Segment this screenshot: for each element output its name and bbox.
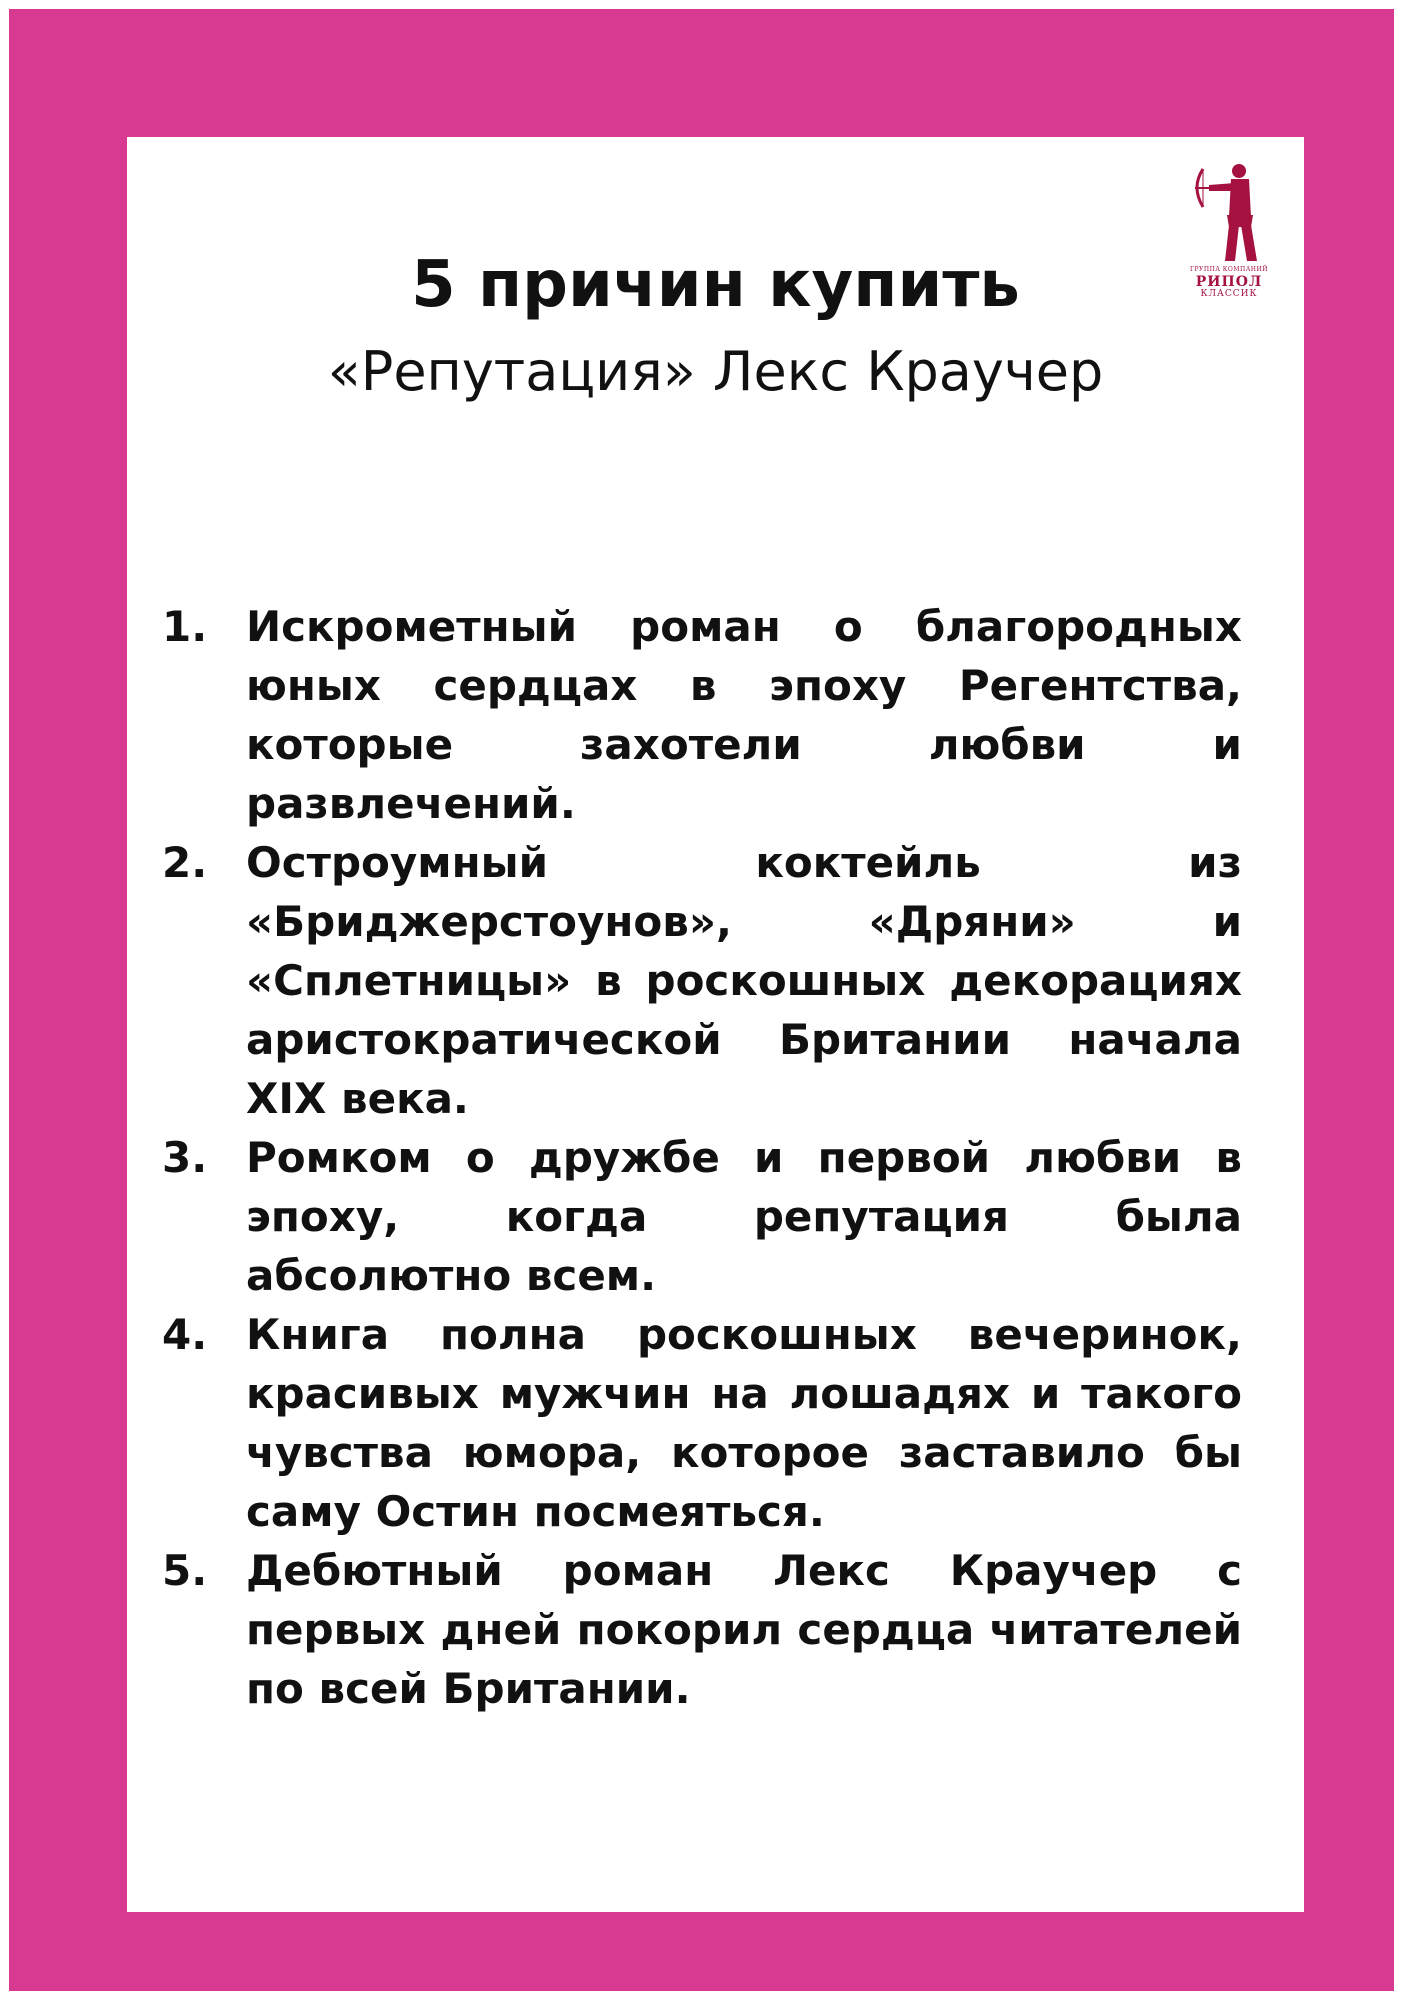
list-item-text: Дебютный роман Лекс Краучер с первых дней покорил сердца читателей по всей Британии.	[246, 1546, 1242, 1713]
list-item-number: 1.	[162, 602, 208, 651]
list-item	[162, 1128, 1242, 1305]
list-item	[162, 1541, 1242, 1718]
content-card	[127, 137, 1304, 1912]
list-item-text: Книга полна роскошных вечеринок, красивых мужчин на лошадях и такого чувства юмора, которое заставило бы саму Остин посмеяться.	[246, 1310, 1242, 1536]
pink-frame	[9, 9, 1394, 1991]
list-item-number: 3.	[162, 1133, 208, 1182]
list-item-text: Ромком о дружбе и первой любви в эпоху, когда репутация была абсолютно всем.	[246, 1133, 1242, 1300]
list-item-text: Искрометный роман о благородных юных сердцах в эпоху Регентства, которые захотели любви и развлечений.	[246, 602, 1242, 828]
list-item-number: 5.	[162, 1546, 208, 1595]
page-title: 5 причин купить	[411, 248, 1020, 322]
logo-line-3: КЛАССИК	[1200, 289, 1258, 299]
list-item	[162, 597, 1242, 833]
book-subtitle: «Репутация» Лекс Краучер	[327, 340, 1104, 403]
list-item	[162, 833, 1242, 1128]
reasons-list	[162, 597, 1242, 1718]
list-item-number: 2.	[162, 838, 208, 887]
list-item	[162, 1305, 1242, 1541]
logo-line-1: ГРУППА КОМПАНИЙ	[1190, 266, 1268, 273]
list-item-number: 4.	[162, 1310, 208, 1359]
logo-line-2: РИПОЛ	[1195, 274, 1263, 290]
list-item-text: Остроумный коктейль из «Бриджерстоунов», «Дряни» и «Сплетницы» в роскошных декорациях аристократической Британии начала XIX века.	[246, 838, 1242, 1123]
